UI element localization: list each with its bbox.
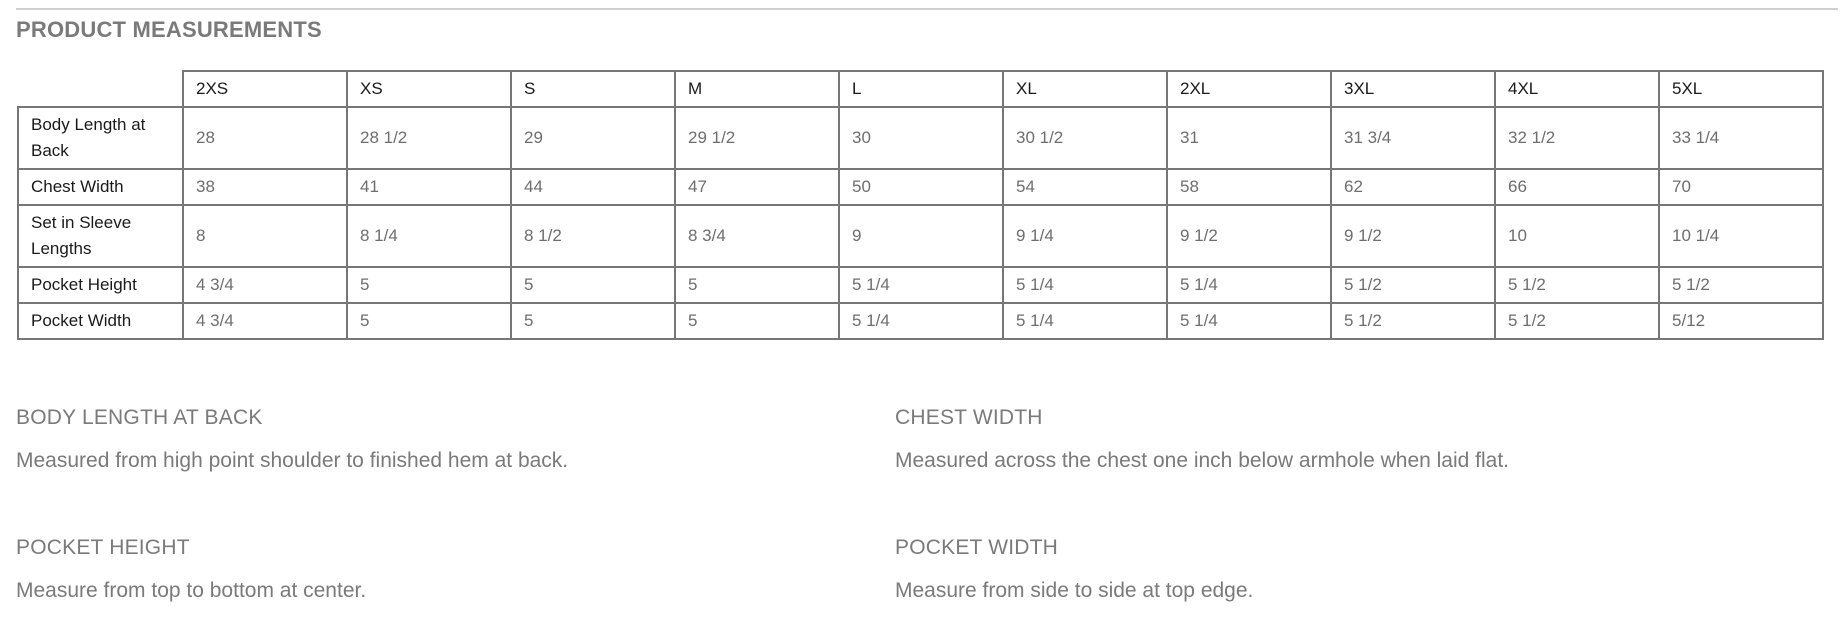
table-cell: 50: [839, 169, 1003, 205]
table-row: [18, 267, 1823, 303]
table-cell: 5 1/4: [1003, 303, 1167, 339]
row-label: [18, 169, 183, 205]
row-label-line: Pocket Width: [31, 311, 132, 330]
table-cell: 5/12: [1659, 303, 1823, 339]
table-cell: 58: [1167, 169, 1331, 205]
table-cell: 30: [839, 107, 1003, 169]
table-row: [18, 205, 1823, 267]
row-label-line: Chest Width: [31, 177, 124, 196]
definition-pocket-height: [16, 536, 836, 603]
row-label-line: Lengths: [31, 239, 92, 258]
table-cell: 33 1/4: [1659, 107, 1823, 169]
table-cell: 28: [183, 107, 347, 169]
table-cell: 5 1/4: [839, 267, 1003, 303]
row-label: [18, 267, 183, 303]
table-row: [18, 107, 1823, 169]
table-cell: 4 3/4: [183, 303, 347, 339]
definition-text: Measure from top to bottom at center.: [16, 579, 367, 602]
table-cell: 66: [1495, 169, 1659, 205]
top-divider: [16, 8, 1838, 10]
table-cell: 32 1/2: [1495, 107, 1659, 169]
table-cell: 10: [1495, 205, 1659, 267]
definition-text: Measure from side to side at top edge.: [895, 579, 1254, 602]
row-label-line: Body Length at: [31, 115, 146, 134]
definition-title: POCKET WIDTH: [895, 536, 1059, 559]
definition-pocket-width: [895, 536, 1715, 603]
definition-title: POCKET HEIGHT: [16, 536, 190, 559]
size-header: XL: [1003, 71, 1167, 107]
table-cell: 5: [347, 303, 511, 339]
size-header: L: [839, 71, 1003, 107]
table-cell: 38: [183, 169, 347, 205]
table-cell: 31: [1167, 107, 1331, 169]
size-header-row: [18, 71, 1823, 107]
measurements-table: [17, 70, 1824, 340]
table-cell: 5: [675, 303, 839, 339]
table-cell: 54: [1003, 169, 1167, 205]
row-label: [18, 205, 183, 267]
table-cell: 44: [511, 169, 675, 205]
table-cell: 5 1/2: [1659, 267, 1823, 303]
table-cell: 5 1/2: [1495, 267, 1659, 303]
table-cell: 5: [511, 303, 675, 339]
size-header: XS: [347, 71, 511, 107]
table-cell: 5: [347, 267, 511, 303]
definition-text: Measured across the chest one inch below armhole when laid flat.: [895, 449, 1510, 472]
header-corner-cell: [18, 71, 183, 107]
size-header: 2XL: [1167, 71, 1331, 107]
size-header: 2XS: [183, 71, 347, 107]
definition-text: Measured from high point shoulder to finished hem at back.: [16, 449, 569, 472]
table-cell: 5 1/4: [1167, 303, 1331, 339]
table-cell: 8 3/4: [675, 205, 839, 267]
table-cell: 5 1/2: [1331, 303, 1495, 339]
row-label-line: Pocket Height: [31, 275, 137, 294]
section-title: PRODUCT MEASUREMENTS: [16, 17, 322, 42]
table-cell: 8 1/4: [347, 205, 511, 267]
table-cell: 70: [1659, 169, 1823, 205]
table-cell: 8 1/2: [511, 205, 675, 267]
size-header: S: [511, 71, 675, 107]
row-label: [18, 107, 183, 169]
table-cell: 8: [183, 205, 347, 267]
table-cell: 31 3/4: [1331, 107, 1495, 169]
table-cell: 5 1/4: [1167, 267, 1331, 303]
table-cell: 29: [511, 107, 675, 169]
table-cell: 29 1/2: [675, 107, 839, 169]
table-cell: 5 1/4: [1003, 267, 1167, 303]
table-cell: 5 1/2: [1331, 267, 1495, 303]
row-label: [18, 303, 183, 339]
table-cell: 10 1/4: [1659, 205, 1823, 267]
table-row: [18, 303, 1823, 339]
table-cell: 5: [675, 267, 839, 303]
table-cell: 30 1/2: [1003, 107, 1167, 169]
table-cell: 5: [511, 267, 675, 303]
table-cell: 28 1/2: [347, 107, 511, 169]
table-cell: 5 1/2: [1495, 303, 1659, 339]
table-cell: 4 3/4: [183, 267, 347, 303]
size-header: 5XL: [1659, 71, 1823, 107]
table-row: [18, 169, 1823, 205]
table-cell: 47: [675, 169, 839, 205]
table-cell: 41: [347, 169, 511, 205]
table-cell: 9: [839, 205, 1003, 267]
table-cell: 9 1/4: [1003, 205, 1167, 267]
definition-chest-width: [895, 406, 1715, 473]
table-cell: 9 1/2: [1331, 205, 1495, 267]
definition-title: CHEST WIDTH: [895, 406, 1043, 429]
row-label-line: Back: [31, 141, 69, 160]
size-header: M: [675, 71, 839, 107]
definition-title: BODY LENGTH AT BACK: [16, 406, 263, 429]
size-header: 3XL: [1331, 71, 1495, 107]
definition-body-length: [16, 406, 836, 473]
table-cell: 62: [1331, 169, 1495, 205]
table-cell: 9 1/2: [1167, 205, 1331, 267]
row-label-line: Set in Sleeve: [31, 213, 132, 232]
table-cell: 5 1/4: [839, 303, 1003, 339]
size-header: 4XL: [1495, 71, 1659, 107]
